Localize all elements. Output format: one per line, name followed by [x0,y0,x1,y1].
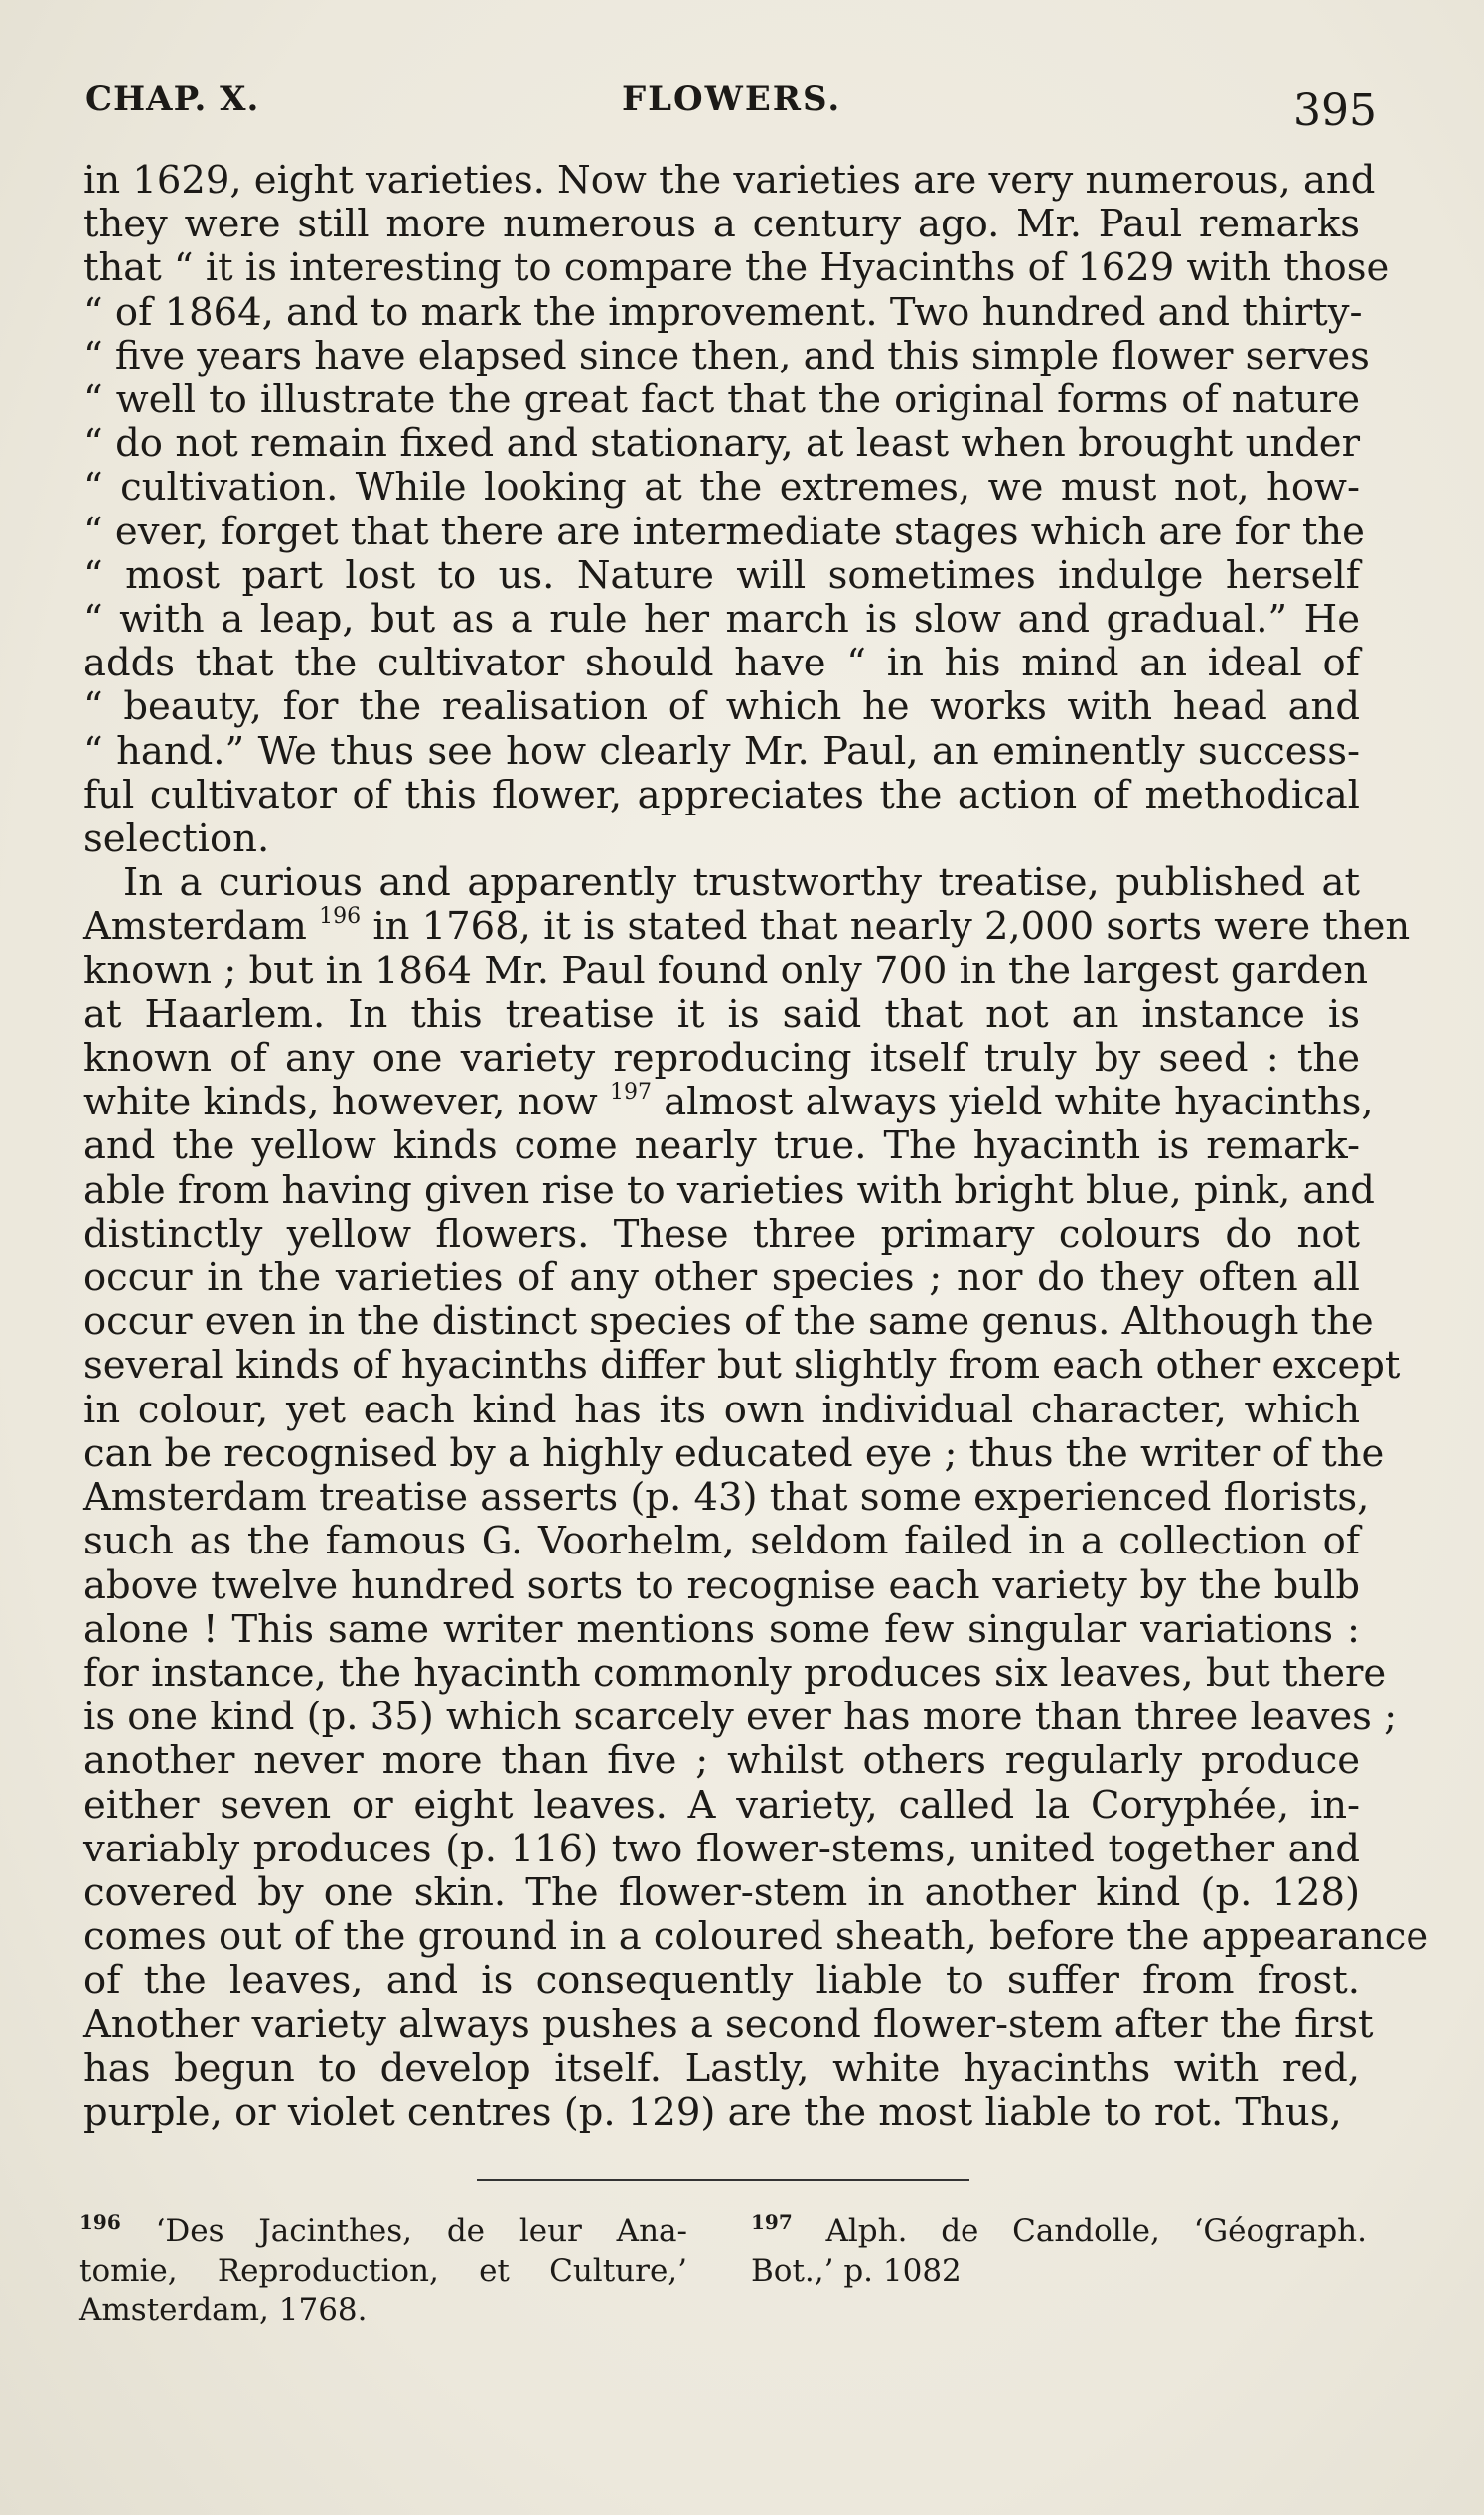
text-line: distinctly yellow flowers. These three primary colours do not [83,1211,1360,1257]
text-line: selection. [83,816,270,862]
footnote-reference: 197 [609,1080,652,1106]
text-line: covered by one skin. The flower-stem in another kind (p. 128) [83,1869,1360,1915]
running-head [85,72,1377,141]
text-line: known ; but in 1864 Mr. Paul found only 700 in the largest garden [83,948,1369,993]
footnote-line [79,2211,687,2251]
page-number: 395 [1293,85,1377,136]
text-line: in 1629, eight varieties. Now the varieties are very numerous, and [83,158,1376,203]
footnote-text: Alph. de Candolle, ‘Géograph. [825,2213,1368,2249]
text-line: for instance, the hyacinth commonly produces six leaves, but there [83,1650,1387,1696]
text-line: white kinds, however, now $^{197}$ almost always yield white hyacinths, [83,1080,1374,1125]
footnote-line [751,2211,1367,2251]
text-line: adds that the cultivator should have “ in his mind an ideal of [83,641,1360,686]
text-line: occur in the varieties of any other species ; nor do they often all [83,1256,1360,1301]
text-line: has begun to develop itself. Lastly, white hyacinths with red, [83,2045,1360,2091]
text-line: “ ever, forget that there are intermediate stages which are for the [83,509,1365,554]
footnote-reference: 196 [319,904,362,930]
footnote-marker: 196 [79,2210,121,2234]
text-line: in colour, yet each kind has its own individual character, which [83,1387,1360,1432]
running-title: FLOWERS. [622,79,842,119]
text-line: several kinds of hyacinths differ but slightly from each other except [83,1343,1401,1389]
text-line: can be recognised by a highly educated eye ; thus the writer of the [83,1430,1385,1476]
text-line: and the yellow kinds come nearly true. The hyacinth is remark- [83,1123,1360,1169]
text-line: above twelve hundred sorts to recognise each variety by the bulb [83,1562,1360,1608]
paragraph [83,158,1390,862]
text-line: occur even in the distinct species of the same genus. Although the [83,1299,1374,1345]
text-line: Another variety always pushes a second flower-stem after the first [83,2001,1374,2047]
text-line: Amsterdam $^{196}$ in 1768, it is stated that nearly 2,000 sorts were then [83,904,1410,950]
text-line: either seven or eight leaves. A variety, called la Coryphée, in- [83,1782,1360,1828]
text-line: “ cultivation. While looking at the extremes, we must not, how- [83,465,1360,511]
chapter-label: CHAP. X. [85,79,260,119]
footnote-197 [751,2211,1367,2291]
footnote-line: Amsterdam, 1768. [79,2293,368,2328]
text-line: “ most part lost to us. Nature will sometimes indulge herself [83,552,1360,598]
text-line: “ do not remain fixed and stationary, at least when brought under [83,421,1360,467]
text-line: of the leaves, and is consequently liable to suffer from frost. [83,1958,1360,2003]
text-line: able from having given rise to varieties with bright blue, pink, and [83,1167,1375,1213]
text-line: “ of 1864, and to mark the improvement. Two hundred and thirty- [83,289,1363,335]
footnote-rule [477,2179,969,2181]
footnote-line: tomie, Reproduction, et Culture,’ [79,2253,687,2289]
footnote-line: Bot.,’ p. 1082 [751,2253,962,2289]
paragraph [83,860,1429,2135]
body-text [83,158,1429,2135]
text-line: Amsterdam treatise asserts (p. 43) that some experienced florists, [83,1475,1370,1521]
text-line: another never more than five ; whilst others regularly produce [83,1738,1360,1784]
text-line: “ with a leap, but as a rule her march is slow and gradual.” He [83,597,1360,643]
text-line: is one kind (p. 35) which scarcely ever has more than three leaves ; [83,1695,1398,1740]
text-line: “ hand.” We thus see how clearly Mr. Paul, an eminently success- [83,728,1360,774]
text-line: ful cultivator of this flower, appreciates the action of methodical [83,772,1360,817]
text-line: they were still more numerous a century ago. Mr. Paul remarks [83,202,1360,247]
text-line: variably produces (p. 116) two flower-stems, united together and [83,1826,1360,1871]
text-line: such as the famous G. Voorhelm, seldom failed in a collection of [83,1519,1360,1564]
text-line: “ well to illustrate the great fact that the original forms of nature [83,377,1360,423]
footnote-196 [79,2211,687,2330]
text-line: known of any one variety reproducing itself truly by seed : the [83,1036,1360,1082]
text-line: alone ! This same writer mentions some few singular variations : [83,1606,1360,1652]
text-line: “ beauty, for the realisation of which he works with head and [83,684,1360,730]
text-line: In a curious and apparently trustworthy treatise, published at [123,860,1360,906]
text-line: comes out of the ground in a coloured sheath, before the appearance [83,1914,1429,1960]
footnote-marker: 197 [751,2210,793,2234]
text-line: at Haarlem. In this treatise it is said that not an instance is [83,991,1360,1037]
text-line: that “ it is interesting to compare the Hyacinths of 1629 with those [83,245,1390,291]
text-line: purple, or violet centres (p. 129) are the most liable to rot. Thus, [83,2089,1342,2135]
text-line: “ five years have elapsed since then, and this simple flower serves [83,333,1370,378]
footnote-text: ‘Des Jacinthes, de leur Ana- [155,2213,687,2249]
